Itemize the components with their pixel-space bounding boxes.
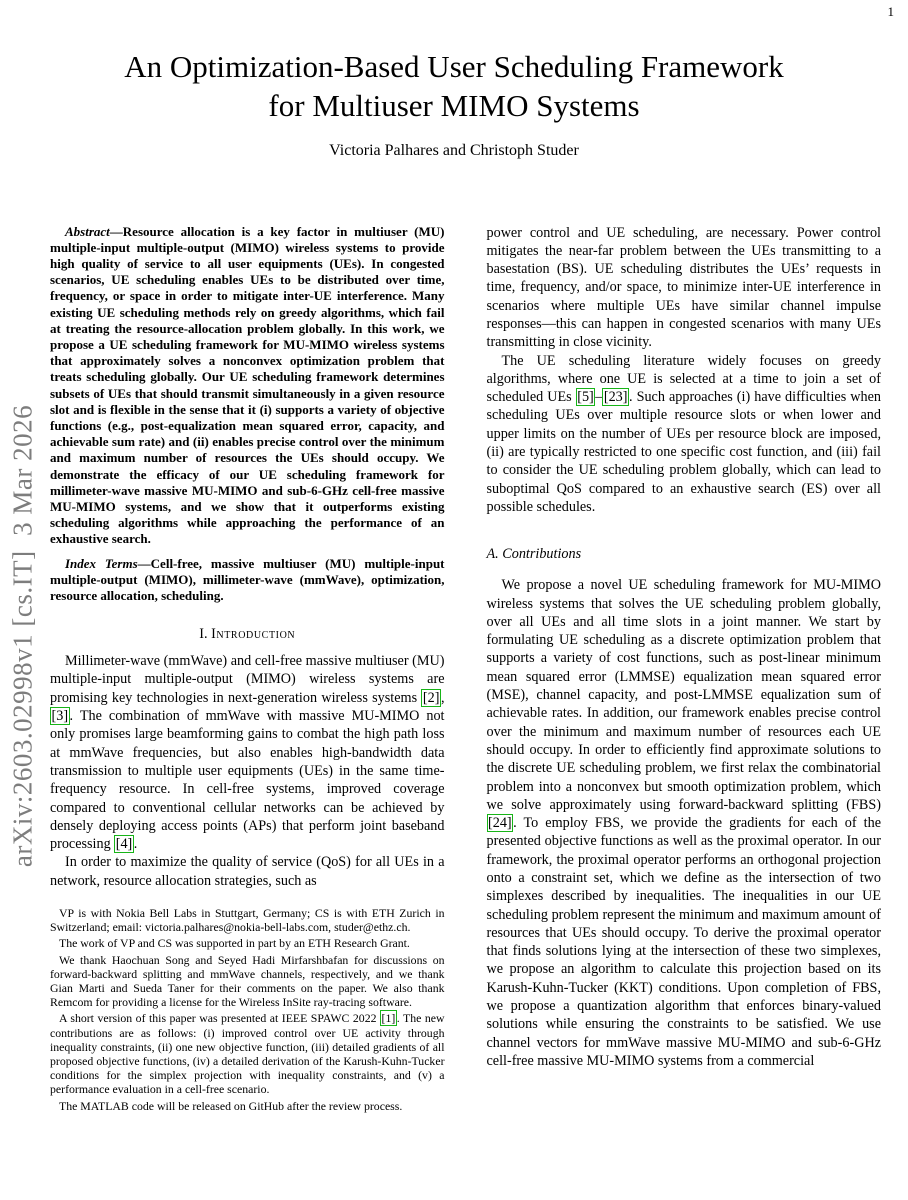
section-number: I. [199, 626, 208, 643]
citation-link[interactable]: [5] [577, 389, 594, 406]
text-run: VP is with Nokia Bell Labs in Stuttgart, Germany; CS is with ETH Zurich in Switzerland; email: victoria.palhares@nokia-bell-labs.com, studer@ethz.ch. [50, 906, 445, 935]
text-run: The MATLAB code will be released on GitHub after the review process. [59, 1098, 403, 1113]
citation-link[interactable]: [2] [422, 689, 440, 706]
subsection-heading-contributions: A. Contributions [486, 546, 582, 563]
paper-title [40, 48, 868, 126]
right-column [487, 224, 882, 1071]
text-run: – [595, 389, 603, 406]
index-terms-label: Index Terms [65, 555, 138, 571]
text-run: . Such approaches (i) have difficulties when scheduling UEs over multiple resource slots or when lower and upper limits on the number of UEs per resource block are imposed, (ii) are typically restricted to one specific cost function, and (iii) fail to consider the UE scheduling problem globally, which can lead to suboptimal QoS compared to an exhaustive search (ES) over all possible schedules. [486, 389, 881, 515]
author-list: Victoria Palhares and Christoph Studer [329, 141, 579, 159]
intro-paragraph-1 [50, 652, 445, 853]
abstract [50, 224, 445, 548]
page-number: 1 [887, 4, 894, 19]
citation-link[interactable]: [23] [603, 389, 628, 406]
text-run: power control and UE scheduling, are necessary. Power control mitigates the near-far problem between the UEs transmitting to a basestation (BS). UE scheduling distributes the UEs’ requests in time, frequency, and/or space, to minimize inter-UE interference in scenarios where multiple UEs have similar channel impulse responses—this can happen in congested scenarios with many UEs transmitting in close vicinity. [486, 224, 881, 351]
section-title: Introduction [211, 626, 296, 643]
text-run: Millimeter-wave (mmWave) and cell-free massive multiuser (MU) multiple-input multiple-output (MIMO) wireless systems are promising key technologies in next-generation wireless systems [50, 653, 445, 706]
text-run: . To employ FBS, we provide the gradients for each of the presented objective functions as well as the proximal operator. In our framework, the proximal operator performs an orthogonal projection onto a constraint set, which we define as the intersection of two simplexes described by inequalities. The inequalities in our UE scheduling problem represent the minimum and maximum amount of resources that UEs should occupy. To derive the proximal operator that finds solutions lying at the intersection of these two simplexes, we propose an algorithm to calculate this projection based on its Karush-Kuhn-Tucker (KKT) conditions. Upon completion of FBS, we propose a quantization algorithm that enforces binary-valued solutions while ensuring the constraints to be satisfied. We use channel vectors for mmWave massive MU-MIMO and sub-6-GHz cell-free massive MU-MIMO systems from a commercial [486, 815, 881, 1069]
left-column [50, 224, 445, 1113]
text-run: A short version of this paper was presented at IEEE SPAWC 2022 [59, 1011, 381, 1026]
footnote-code-release [50, 1099, 445, 1113]
text-run: In order to maximize the quality of service (QoS) for all UEs in a network, resource allocation strategies, such as [50, 854, 445, 889]
footnote-acknowledgments [50, 953, 445, 1010]
body-paragraph-continuation [487, 224, 882, 352]
paper-title-line2: for Multiuser MIMO Systems [268, 87, 640, 123]
abstract-label: Abstract [65, 223, 110, 239]
citation-link[interactable]: [24] [488, 815, 512, 832]
citation-link[interactable]: [4] [115, 836, 133, 853]
index-terms-text: —Cell-free, massive multiuser (MU) multiple-input multiple-output (MIMO), millimeter-wave (mmWave), optimization, resource allocation, scheduling. [50, 555, 445, 603]
two-column-body [50, 224, 881, 1113]
text-run: The UE scheduling literature widely focuses on greedy algorithms, where one UE is selected at a time to join a set of scheduled UEs [486, 352, 881, 406]
text-run: The work of VP and CS was supported in part by an ETH Research Grant. [59, 936, 410, 951]
text-run: . [133, 836, 138, 853]
intro-paragraph-2 [50, 853, 445, 890]
footnote-funding [50, 936, 445, 950]
contributions-paragraph [487, 576, 882, 1070]
section-heading-introduction [50, 626, 445, 643]
text-run: We thank Haochuan Song and Seyed Hadi Mirfarshbafan for discussions on forward-backward splitting and mmWave channels, respectively, and we thank Gian Marti and Sueda Taner for their comments on the paper. We also thank Remcom for providing a license for the Wireless InSite ray-tracing software. [50, 952, 445, 1010]
index-terms [50, 556, 445, 605]
body-paragraph-greedy [487, 352, 882, 517]
footnote-block [50, 906, 445, 1113]
text-run: , [440, 689, 445, 706]
footnote-affiliation [50, 906, 445, 934]
abstract-text: —Resource allocation is a key factor in multiuser (MU) multiple-input multiple-output (MIMO) wireless systems to provide high quality of service to all user equipments (UEs). In congested scenarios, UE scheduling enables UEs to be distributed over time, frequency, or space in order to mitigate inter-UE interference. Many existing UE scheduling methods rely on greedy algorithms, which fail at treating the resource-allocation problem globally. In this work, we propose a UE scheduling framework for MU-MIMO wireless systems that approximately solves a nonconvex optimization problem that treats scheduling globally. Our UE scheduling framework determines subsets of UEs that should transmit simultaneously in a given resource slot and is flexible in the sense that it (i) supports a variety of objective functions (e.g., post-equalization mean squared error, capacity, and achievable sum rate) and (ii) enables precise control over the minimum and maximum number of resources the UEs should occupy. We demonstrate the efficacy of our UE scheduling framework for millimeter-wave massive MU-MIMO and sub-6-GHz cell-free massive MU-MIMO systems, and we show that it outperforms existing scheduling algorithms while approaching the performance of an exhaustive search. [50, 223, 445, 547]
footnote-prior-version [50, 1011, 445, 1096]
citation-link[interactable]: [1] [381, 1011, 396, 1026]
arxiv-watermark: arXiv:2603.02998v1 [cs.IT] 3 Mar 2026 [7, 404, 38, 868]
text-run: . The new contributions are as follows: (i) improved control over UE activity through inequality constraints, (ii) one new objective function, (iii) detailed gradients of all proposed objective functions, (iv) a detailed derivation of the Karush-Kuhn-Tucker conditions for the simplex projection with inequality constraints, and (v) a performance evaluation in a cell-free scenario. [50, 1011, 445, 1097]
paper-title-line1: An Optimization-Based User Scheduling Framework [124, 49, 784, 84]
text-run: We propose a novel UE scheduling framework for MU-MIMO wireless systems that solves the UE scheduling problem globally, over all UEs and all time slots in a joint manner. We start by formulating UE scheduling as a discrete optimization problem that supports a variety of cost functions, such as post-linear minimum mean squared error (LMMSE) equalization mean squared error (MSE), channel capacity, and post-LMMSE equalization sum of achievable rates. In addition, our framework enables precise control over the minimum and maximum number of resources each UE should occupy. In order to efficiently find approximate solutions to the discrete UE scheduling problem, we first relax the combinatorial problem into a nonconvex but smooth optimization problem, which we solve approximately using forward-backward splitting (FBS) [486, 577, 881, 813]
citation-link[interactable]: [3] [51, 708, 69, 725]
text-run: . The combination of mmWave with massive MU-MIMO not only promises large beamforming gains to combat the high path loss at mmWave frequencies, but also enables high-bandwidth data transmission to multiple user equipments (UEs) in the same time-frequency resource. In cell-free systems, improved coverage compared to conventional cellular networks can be achieved by densely deploying access points (APs) that perform joint baseband processing [50, 708, 445, 853]
